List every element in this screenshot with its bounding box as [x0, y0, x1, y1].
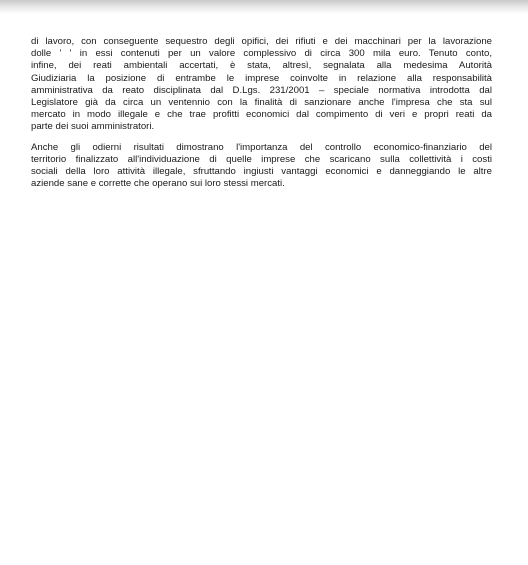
- text-line: mercato in modo illegale e che trae profitti economici dal compimento di veri e propri reati da: [31, 109, 492, 121]
- text-line: di lavoro, con conseguente sequestro degli opifici, dei rifiuti e dei macchinari per la lavorazione: [31, 36, 492, 47]
- document-body: [31, 36, 492, 198]
- viewer-top-shadow: [0, 0, 528, 14]
- text-line: dolle ' ' in essi contenuti per un valore complessivo di circa 300 mila euro. Tenuto conto,: [31, 48, 492, 60]
- text-line: amministrativa da reato disciplinata dal D.Lgs. 231/2001 – speciale normativa introdotta dal: [31, 84, 492, 96]
- text-line: parte dei suoi amministratori.: [31, 121, 155, 133]
- paragraph-1: [31, 36, 492, 134]
- text-line: Giudiziaria la posizione di entrambe le imprese coinvolte in relazione alla responsabilità: [31, 72, 492, 84]
- text-line: sociali della loro attività illegale, sfruttando ingiusti vantaggi economici e danneggiando le altre: [31, 166, 492, 178]
- text-line: aziende sane e corrette che operano sui loro stessi mercati.: [31, 178, 285, 190]
- text-line: territorio finalizzato all'individuazione di quelle imprese che scaricano sulla collettività i costi: [31, 153, 492, 165]
- text-line: Legislatore già da circa un ventennio con la finalità di sanzionare anche l'impresa che sta sul: [31, 97, 492, 109]
- text-line: Anche gli odierni risultati dimostrano l'importanza del controllo economico-finanziario del: [31, 141, 492, 153]
- paragraph-2: [31, 142, 492, 191]
- text-line: infine, dei reati ambientali accertati, è stata, altresì, segnalata alla medesima Autorità: [31, 60, 492, 72]
